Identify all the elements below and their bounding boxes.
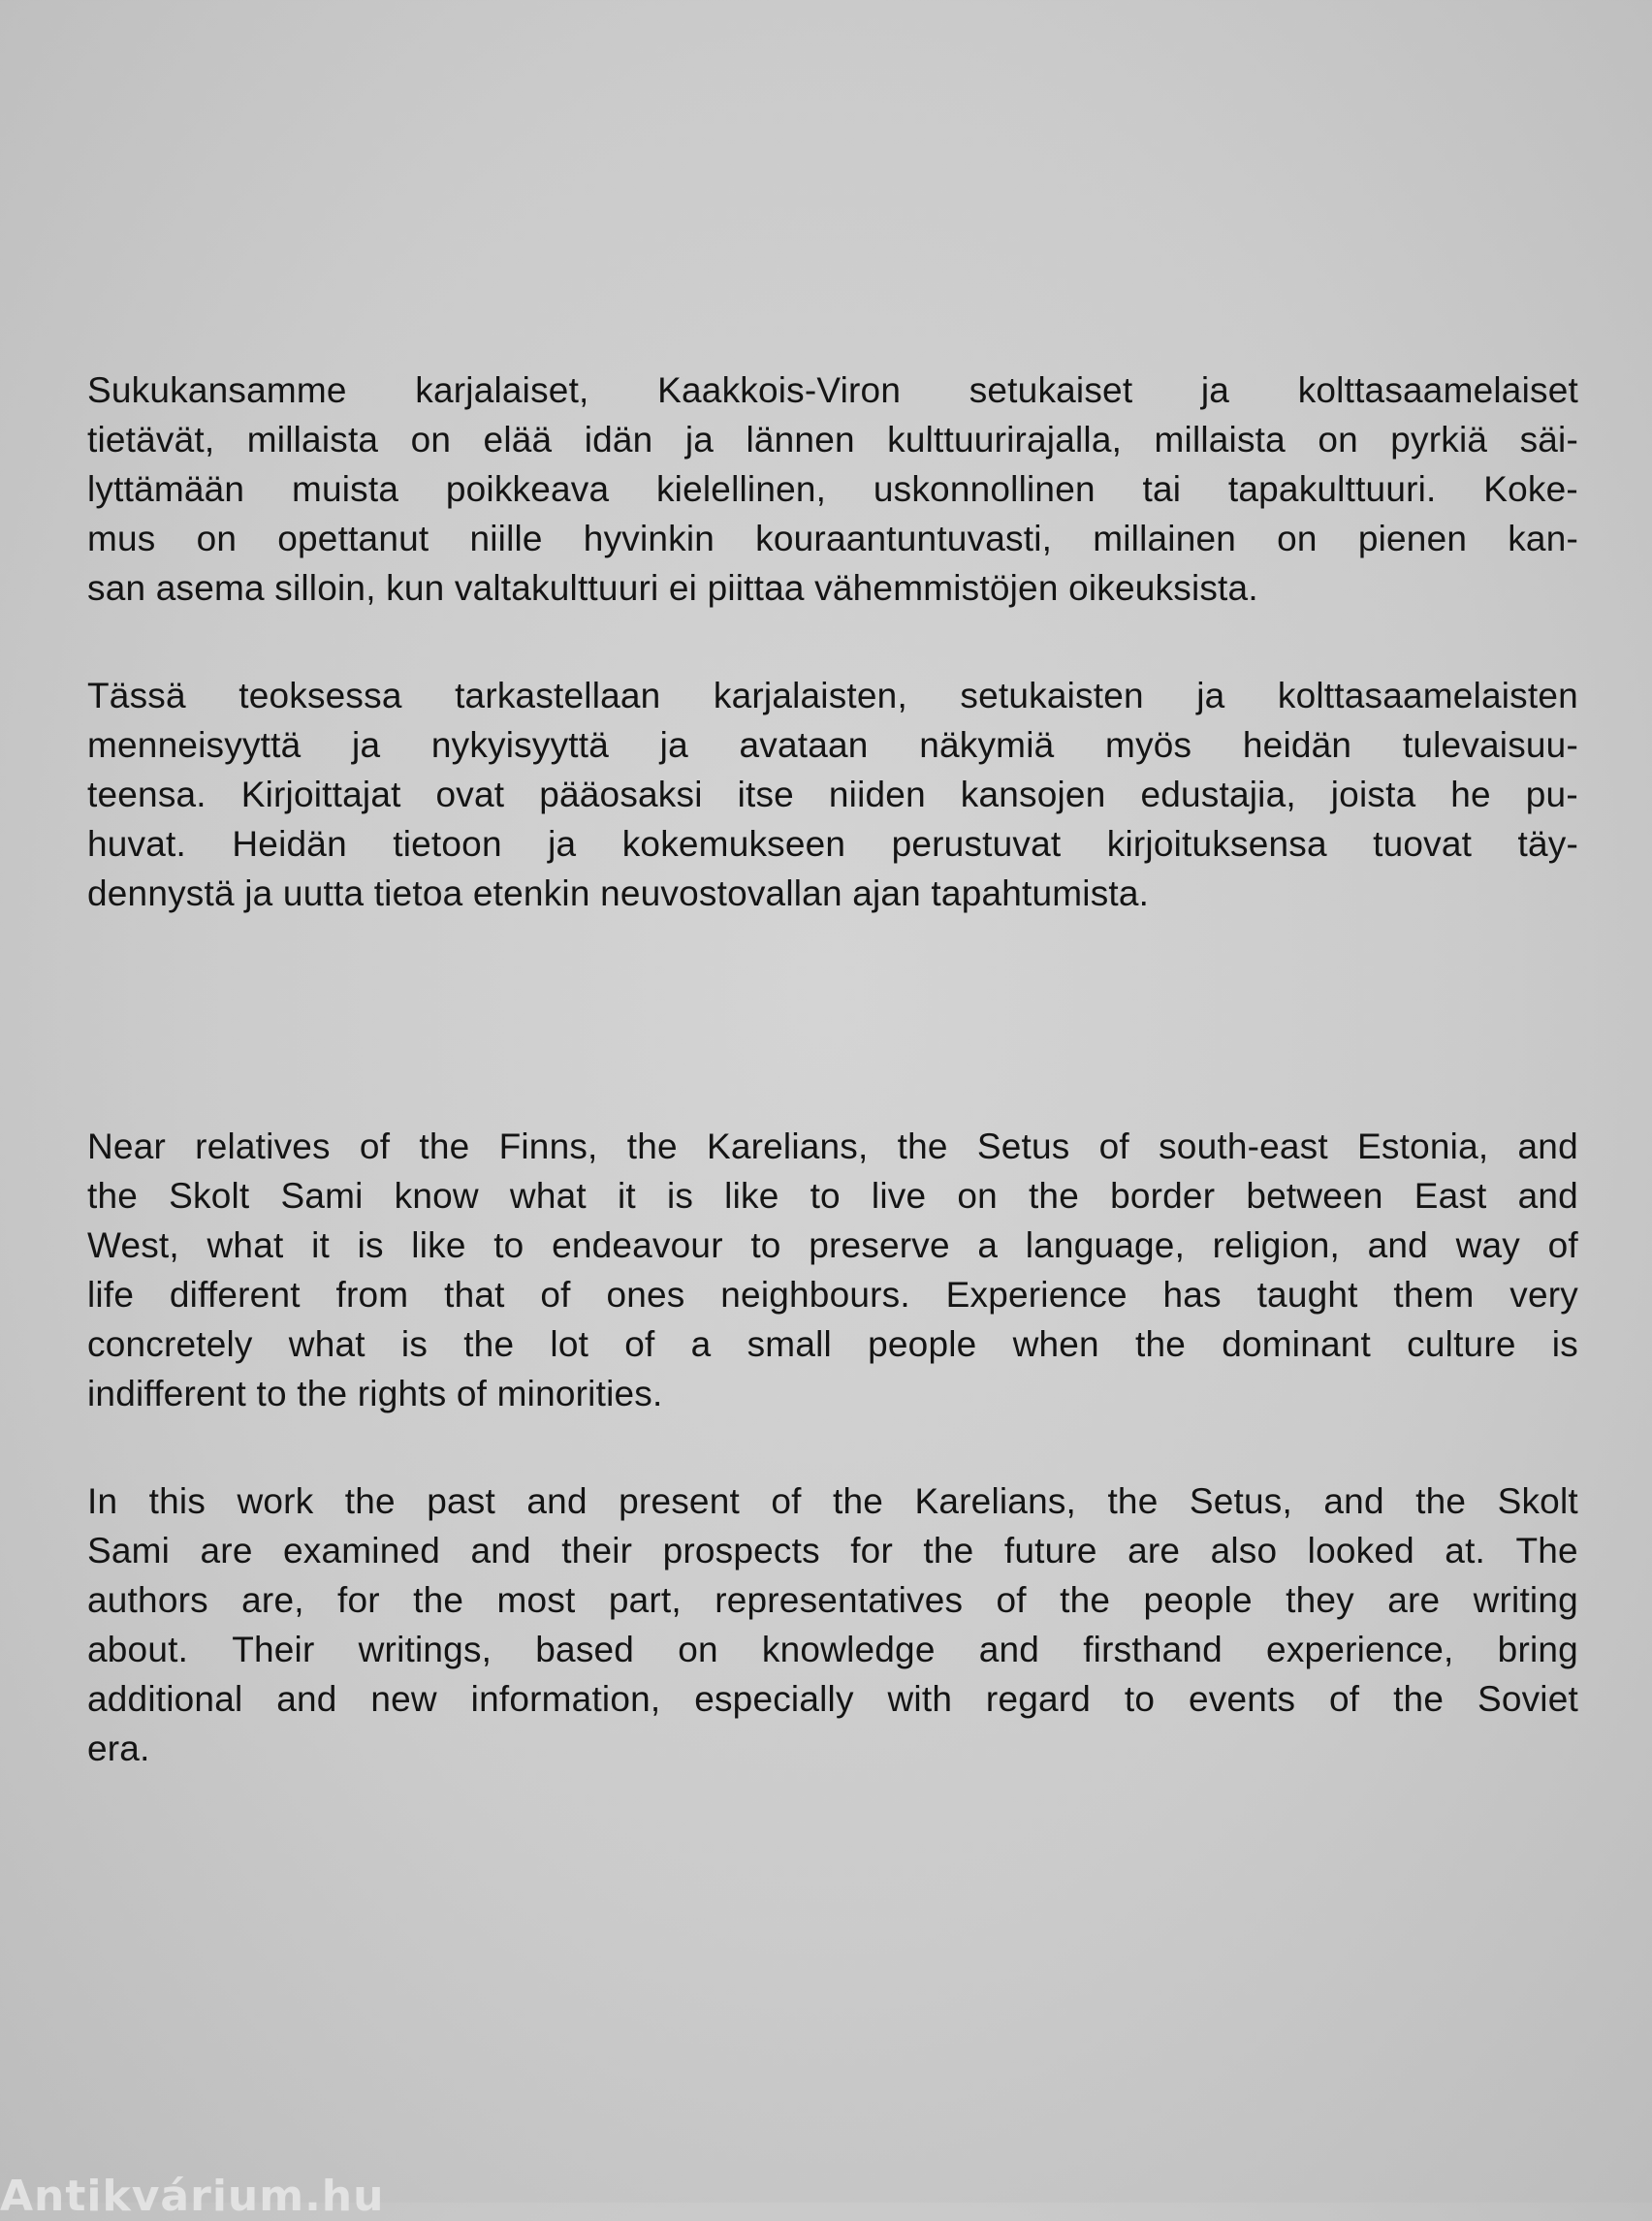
word: Skolt — [1497, 1481, 1578, 1521]
word: setukaisten — [960, 676, 1144, 715]
word: elää — [483, 420, 553, 460]
word: for — [850, 1531, 893, 1571]
word: what — [288, 1324, 365, 1364]
word: information, — [470, 1679, 661, 1719]
word: preserve — [809, 1225, 950, 1265]
word: different — [169, 1275, 301, 1315]
word: culture — [1407, 1324, 1516, 1364]
text-line — [87, 671, 1578, 720]
word: the — [1028, 1176, 1079, 1216]
text-line — [87, 415, 1578, 464]
word: perustuvat — [891, 824, 1062, 864]
word: they — [1286, 1580, 1354, 1620]
word: niille — [469, 519, 543, 558]
word: Kirjoittajat — [240, 775, 401, 814]
word: it — [617, 1176, 636, 1216]
word: about. — [87, 1630, 189, 1669]
word: to — [810, 1176, 841, 1216]
word: at. — [1445, 1531, 1486, 1571]
word: lännen — [746, 420, 855, 460]
word: nykyisyyttä — [430, 725, 610, 765]
word: millaista — [1154, 420, 1286, 460]
word: täy- — [1517, 824, 1578, 864]
word: new — [370, 1679, 437, 1719]
word: pu- — [1525, 775, 1578, 814]
word: and — [1517, 1126, 1578, 1166]
text-line — [87, 365, 1578, 415]
word: with — [887, 1679, 953, 1719]
word: itse — [737, 775, 794, 814]
word: writings, — [358, 1630, 492, 1669]
word: firsthand — [1083, 1630, 1223, 1669]
word: the — [344, 1481, 396, 1521]
word: Finns, — [498, 1126, 598, 1166]
text-line — [87, 464, 1578, 514]
word: is — [1551, 1324, 1578, 1364]
word: prospects — [662, 1531, 820, 1571]
word: regard — [985, 1679, 1092, 1719]
word: kolttasaamelaisten — [1277, 676, 1578, 715]
word: is — [400, 1324, 429, 1364]
word: of — [624, 1324, 655, 1364]
word: experience, — [1266, 1630, 1454, 1669]
word: the — [833, 1481, 884, 1521]
word: opettanut — [277, 519, 429, 558]
word: Sami — [87, 1531, 171, 1571]
word: tietoon — [393, 824, 502, 864]
word: on — [678, 1630, 718, 1669]
word: Kaakkois-Viron — [657, 370, 902, 410]
word: is — [666, 1176, 694, 1216]
word: it — [311, 1225, 330, 1265]
word: kansojen — [960, 775, 1106, 814]
word: endeavour — [552, 1225, 723, 1265]
word: the — [413, 1580, 464, 1620]
word: know — [394, 1176, 479, 1216]
text-line — [87, 819, 1578, 869]
word: joista — [1330, 775, 1416, 814]
text-line: indifferent to the rights of minorities. — [87, 1374, 663, 1413]
word: and — [1323, 1481, 1384, 1521]
word: avataan — [739, 725, 869, 765]
word: religion, — [1212, 1225, 1341, 1265]
word: setukaiset — [969, 370, 1133, 410]
word: näkymiä — [919, 725, 1055, 765]
word: past — [427, 1481, 495, 1521]
word: myös — [1105, 725, 1192, 765]
word: of — [359, 1126, 391, 1166]
word: between — [1246, 1176, 1383, 1216]
word: kulttuurirajalla, — [887, 420, 1123, 460]
word: for — [337, 1580, 380, 1620]
word: south-east — [1159, 1126, 1328, 1166]
word: people — [1143, 1580, 1253, 1620]
word: and — [1517, 1176, 1578, 1216]
word: way — [1455, 1225, 1520, 1265]
word: ja — [1200, 370, 1230, 410]
word: on — [1318, 420, 1358, 460]
word: edustajia, — [1140, 775, 1296, 814]
word: like — [411, 1225, 466, 1265]
word: Koke- — [1483, 469, 1578, 509]
word: Tässä — [87, 676, 186, 715]
word: Near — [87, 1126, 166, 1166]
word: from — [335, 1275, 409, 1315]
word: on — [957, 1176, 998, 1216]
text-line: era. — [87, 1729, 150, 1768]
word: them — [1393, 1275, 1475, 1315]
word: concretely — [87, 1324, 253, 1364]
word: are — [1387, 1580, 1441, 1620]
word: very — [1509, 1275, 1578, 1315]
word: and — [276, 1679, 337, 1719]
word: Setus — [976, 1126, 1070, 1166]
word: mus — [87, 519, 156, 558]
text-line — [87, 1319, 1578, 1369]
word: Karelians, — [914, 1481, 1077, 1521]
word: their — [561, 1531, 633, 1571]
word: of — [1547, 1225, 1578, 1265]
word: taught — [1256, 1275, 1358, 1315]
word: muista — [291, 469, 399, 509]
word: the — [463, 1324, 515, 1364]
text-line — [87, 1674, 1578, 1724]
word: what — [509, 1176, 587, 1216]
word: looked — [1307, 1531, 1414, 1571]
text-line — [87, 770, 1578, 819]
word: to — [750, 1225, 781, 1265]
word: present — [619, 1481, 740, 1521]
word: kirjoituksensa — [1106, 824, 1327, 864]
word: tulevaisuu- — [1402, 725, 1578, 765]
word: examined — [283, 1531, 441, 1571]
word: heidän — [1242, 725, 1352, 765]
word: Karelians, — [706, 1126, 869, 1166]
word: language, — [1025, 1225, 1186, 1265]
word: ja — [659, 725, 688, 765]
word: on — [196, 519, 238, 558]
word: and — [978, 1630, 1040, 1669]
word: knowledge — [761, 1630, 936, 1669]
word: and — [470, 1531, 531, 1571]
word: lyttämään — [87, 469, 245, 509]
word: of — [771, 1481, 802, 1521]
word: has — [1162, 1275, 1222, 1315]
word: ones — [606, 1275, 685, 1315]
word: work — [237, 1481, 314, 1521]
text-line — [87, 1575, 1578, 1625]
text-line — [87, 1270, 1578, 1319]
finnish-paragraph-2 — [87, 671, 1578, 918]
word: tai — [1142, 469, 1182, 509]
word: of — [1329, 1679, 1360, 1719]
word: on — [1277, 519, 1318, 558]
text-line — [87, 1221, 1578, 1270]
word: additional — [87, 1679, 243, 1719]
english-paragraph-2 — [87, 1476, 1578, 1773]
word: are — [200, 1531, 253, 1571]
word: bring — [1497, 1630, 1578, 1669]
word: on — [410, 420, 452, 460]
word: hyvinkin — [583, 519, 715, 558]
word: East — [1414, 1176, 1487, 1216]
word: lot — [550, 1324, 589, 1364]
word: of — [996, 1580, 1027, 1620]
text-line — [87, 1171, 1578, 1221]
word: West, — [87, 1225, 179, 1265]
word: authors — [87, 1580, 208, 1620]
word: Skolt — [169, 1176, 250, 1216]
word: ja — [352, 725, 381, 765]
text-line — [87, 1122, 1578, 1171]
word: millainen — [1093, 519, 1237, 558]
word: small — [747, 1324, 832, 1364]
word: dominant — [1222, 1324, 1372, 1364]
word: and — [1367, 1225, 1428, 1265]
word: kolttasaamelaiset — [1297, 370, 1578, 410]
word: border — [1110, 1176, 1216, 1216]
word: when — [1012, 1324, 1099, 1364]
text-line — [87, 1476, 1578, 1526]
word: the — [1135, 1324, 1187, 1364]
word: the — [923, 1531, 974, 1571]
word: that — [444, 1275, 505, 1315]
word: is — [357, 1225, 384, 1265]
word: Setus, — [1189, 1481, 1292, 1521]
finnish-paragraph-1 — [87, 365, 1578, 613]
word: tietävät, — [87, 420, 215, 460]
word: säi- — [1519, 420, 1578, 460]
word: people — [868, 1324, 977, 1364]
word: live — [871, 1176, 927, 1216]
word: millaista — [246, 420, 379, 460]
word: ovat — [435, 775, 505, 814]
watermark: Antikvárium.hu — [0, 2172, 385, 2221]
text-line: san asema silloin, kun valtakulttuuri ei piittaa vähemmistöjen oikeuksista. — [87, 568, 1258, 608]
word: relatives — [195, 1126, 331, 1166]
word: are — [1128, 1531, 1181, 1571]
word: ja — [548, 824, 577, 864]
word: Sukukansamme — [87, 370, 347, 410]
word: menneisyyttä — [87, 725, 302, 765]
word: to — [493, 1225, 524, 1265]
word: tapakulttuuri. — [1227, 469, 1437, 509]
word: this — [148, 1481, 206, 1521]
word: most — [496, 1580, 576, 1620]
word: Experience — [945, 1275, 1128, 1315]
word: niiden — [828, 775, 926, 814]
word: representatives — [715, 1580, 964, 1620]
word: huvat. — [87, 824, 186, 864]
word: Sami — [280, 1176, 364, 1216]
word: a — [977, 1225, 999, 1265]
text-line — [87, 514, 1578, 563]
word: what — [206, 1225, 284, 1265]
word: the — [626, 1126, 678, 1166]
word: future — [1003, 1531, 1097, 1571]
english-paragraph-1 — [87, 1122, 1578, 1418]
word: tuovat — [1373, 824, 1473, 864]
word: kouraantuntuvasti, — [755, 519, 1053, 558]
word: In — [87, 1481, 118, 1521]
word: life — [87, 1275, 135, 1315]
word: pääosaksi — [539, 775, 703, 814]
word: kielellinen, — [655, 469, 827, 509]
word: a — [690, 1324, 712, 1364]
word: kan- — [1508, 519, 1578, 558]
word: part, — [608, 1580, 682, 1620]
word: karjalaiset, — [415, 370, 589, 410]
word: the — [1107, 1481, 1159, 1521]
word: Estonia, — [1357, 1126, 1489, 1166]
word: to — [1124, 1679, 1156, 1719]
word: idän — [584, 420, 653, 460]
word: poikkeava — [445, 469, 610, 509]
word: The — [1515, 1531, 1578, 1571]
word: writing — [1473, 1580, 1578, 1620]
word: like — [724, 1176, 779, 1216]
word: the — [419, 1126, 470, 1166]
word: tarkastellaan — [455, 676, 661, 715]
word: teoksessa — [238, 676, 402, 715]
word: and — [526, 1481, 588, 1521]
word: are, — [241, 1580, 304, 1620]
word: uskonnollinen — [873, 469, 1096, 509]
word: pyrkiä — [1390, 420, 1488, 460]
word: of — [1098, 1126, 1129, 1166]
word: kokemukseen — [621, 824, 846, 864]
word: based — [535, 1630, 635, 1669]
word: the — [1393, 1679, 1445, 1719]
word: ja — [684, 420, 715, 460]
word: ja — [1196, 676, 1225, 715]
word: events — [1188, 1679, 1296, 1719]
word: teensa. — [87, 775, 206, 814]
word: especially — [694, 1679, 854, 1719]
word: the — [897, 1126, 948, 1166]
word: the — [1060, 1580, 1111, 1620]
word: he — [1450, 775, 1491, 814]
word: Soviet — [1477, 1679, 1578, 1719]
word: neighbours. — [720, 1275, 910, 1315]
word: the — [87, 1176, 139, 1216]
text-line — [87, 720, 1578, 770]
word: the — [1415, 1481, 1467, 1521]
word: of — [540, 1275, 571, 1315]
text-line: dennystä ja uutta tietoa etenkin neuvostovallan ajan tapahtumista. — [87, 873, 1150, 913]
word: Their — [232, 1630, 315, 1669]
word: karjalaisten, — [713, 676, 907, 715]
word: also — [1210, 1531, 1278, 1571]
word: pienen — [1357, 519, 1468, 558]
text-line — [87, 1625, 1578, 1674]
text-line — [87, 1526, 1578, 1575]
word: Heidän — [232, 824, 347, 864]
